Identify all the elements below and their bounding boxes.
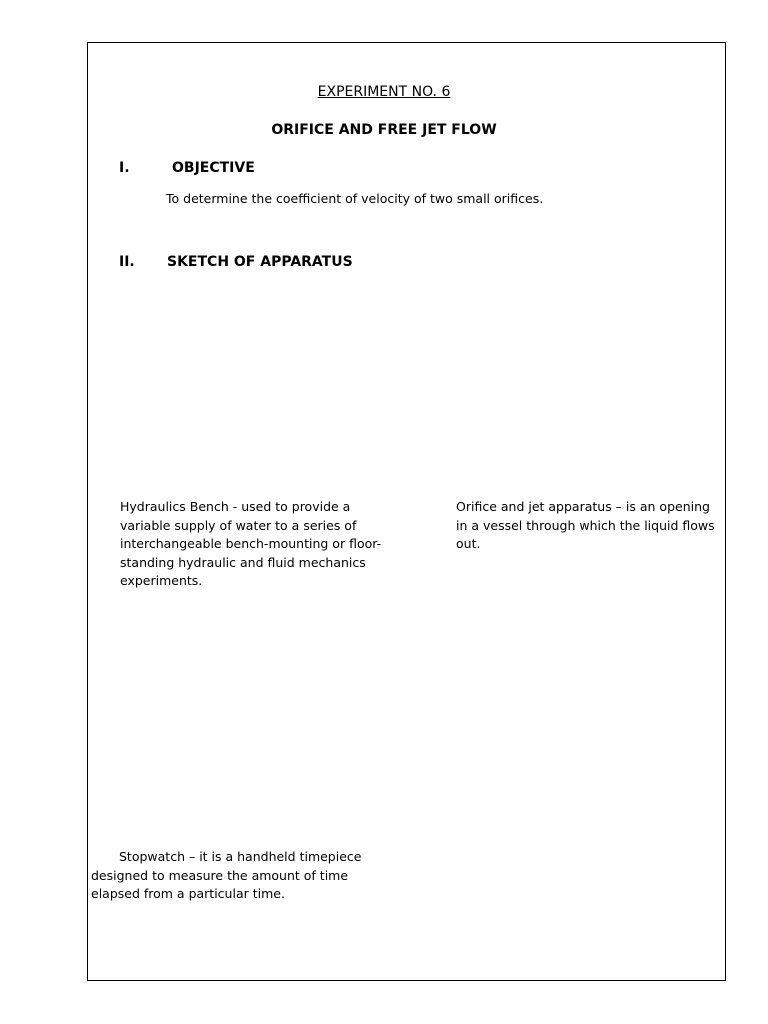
text-line: designed to measure the amount of time xyxy=(91,867,349,883)
experiment-subtitle: ORIFICE AND FREE JET FLOW xyxy=(271,122,497,138)
text-line: out. xyxy=(456,536,481,551)
text-line: experiments. xyxy=(120,573,203,588)
section-1-number: I. xyxy=(119,160,130,176)
orifice-jet-description xyxy=(456,498,721,554)
text-line: Stopwatch – it is a handheld timepiece xyxy=(119,849,362,864)
text-line: in a vessel through which the liquid flows xyxy=(456,517,715,533)
text-line: variable supply of water to a series of xyxy=(120,517,357,533)
hydraulics-bench-description xyxy=(100,498,400,591)
text-line: standing hydraulic and fluid mechanics xyxy=(120,554,366,570)
text-line: Hydraulics Bench - used to provide a xyxy=(120,499,351,514)
section-1-heading: OBJECTIVE xyxy=(172,160,255,176)
objective-text: To determine the coefficient of velocity of two small orifices. xyxy=(166,191,544,206)
section-2-heading: SKETCH OF APPARATUS xyxy=(167,254,353,270)
experiment-title: EXPERIMENT NO. 6 xyxy=(317,84,451,100)
text-line: interchangeable bench-mounting or floor- xyxy=(120,536,382,551)
section-2-number: II. xyxy=(119,254,135,270)
text-line: elapsed from a particular time. xyxy=(91,886,285,901)
text-line: Orifice and jet apparatus – is an opening xyxy=(456,499,710,514)
stopwatch-description xyxy=(91,848,391,904)
